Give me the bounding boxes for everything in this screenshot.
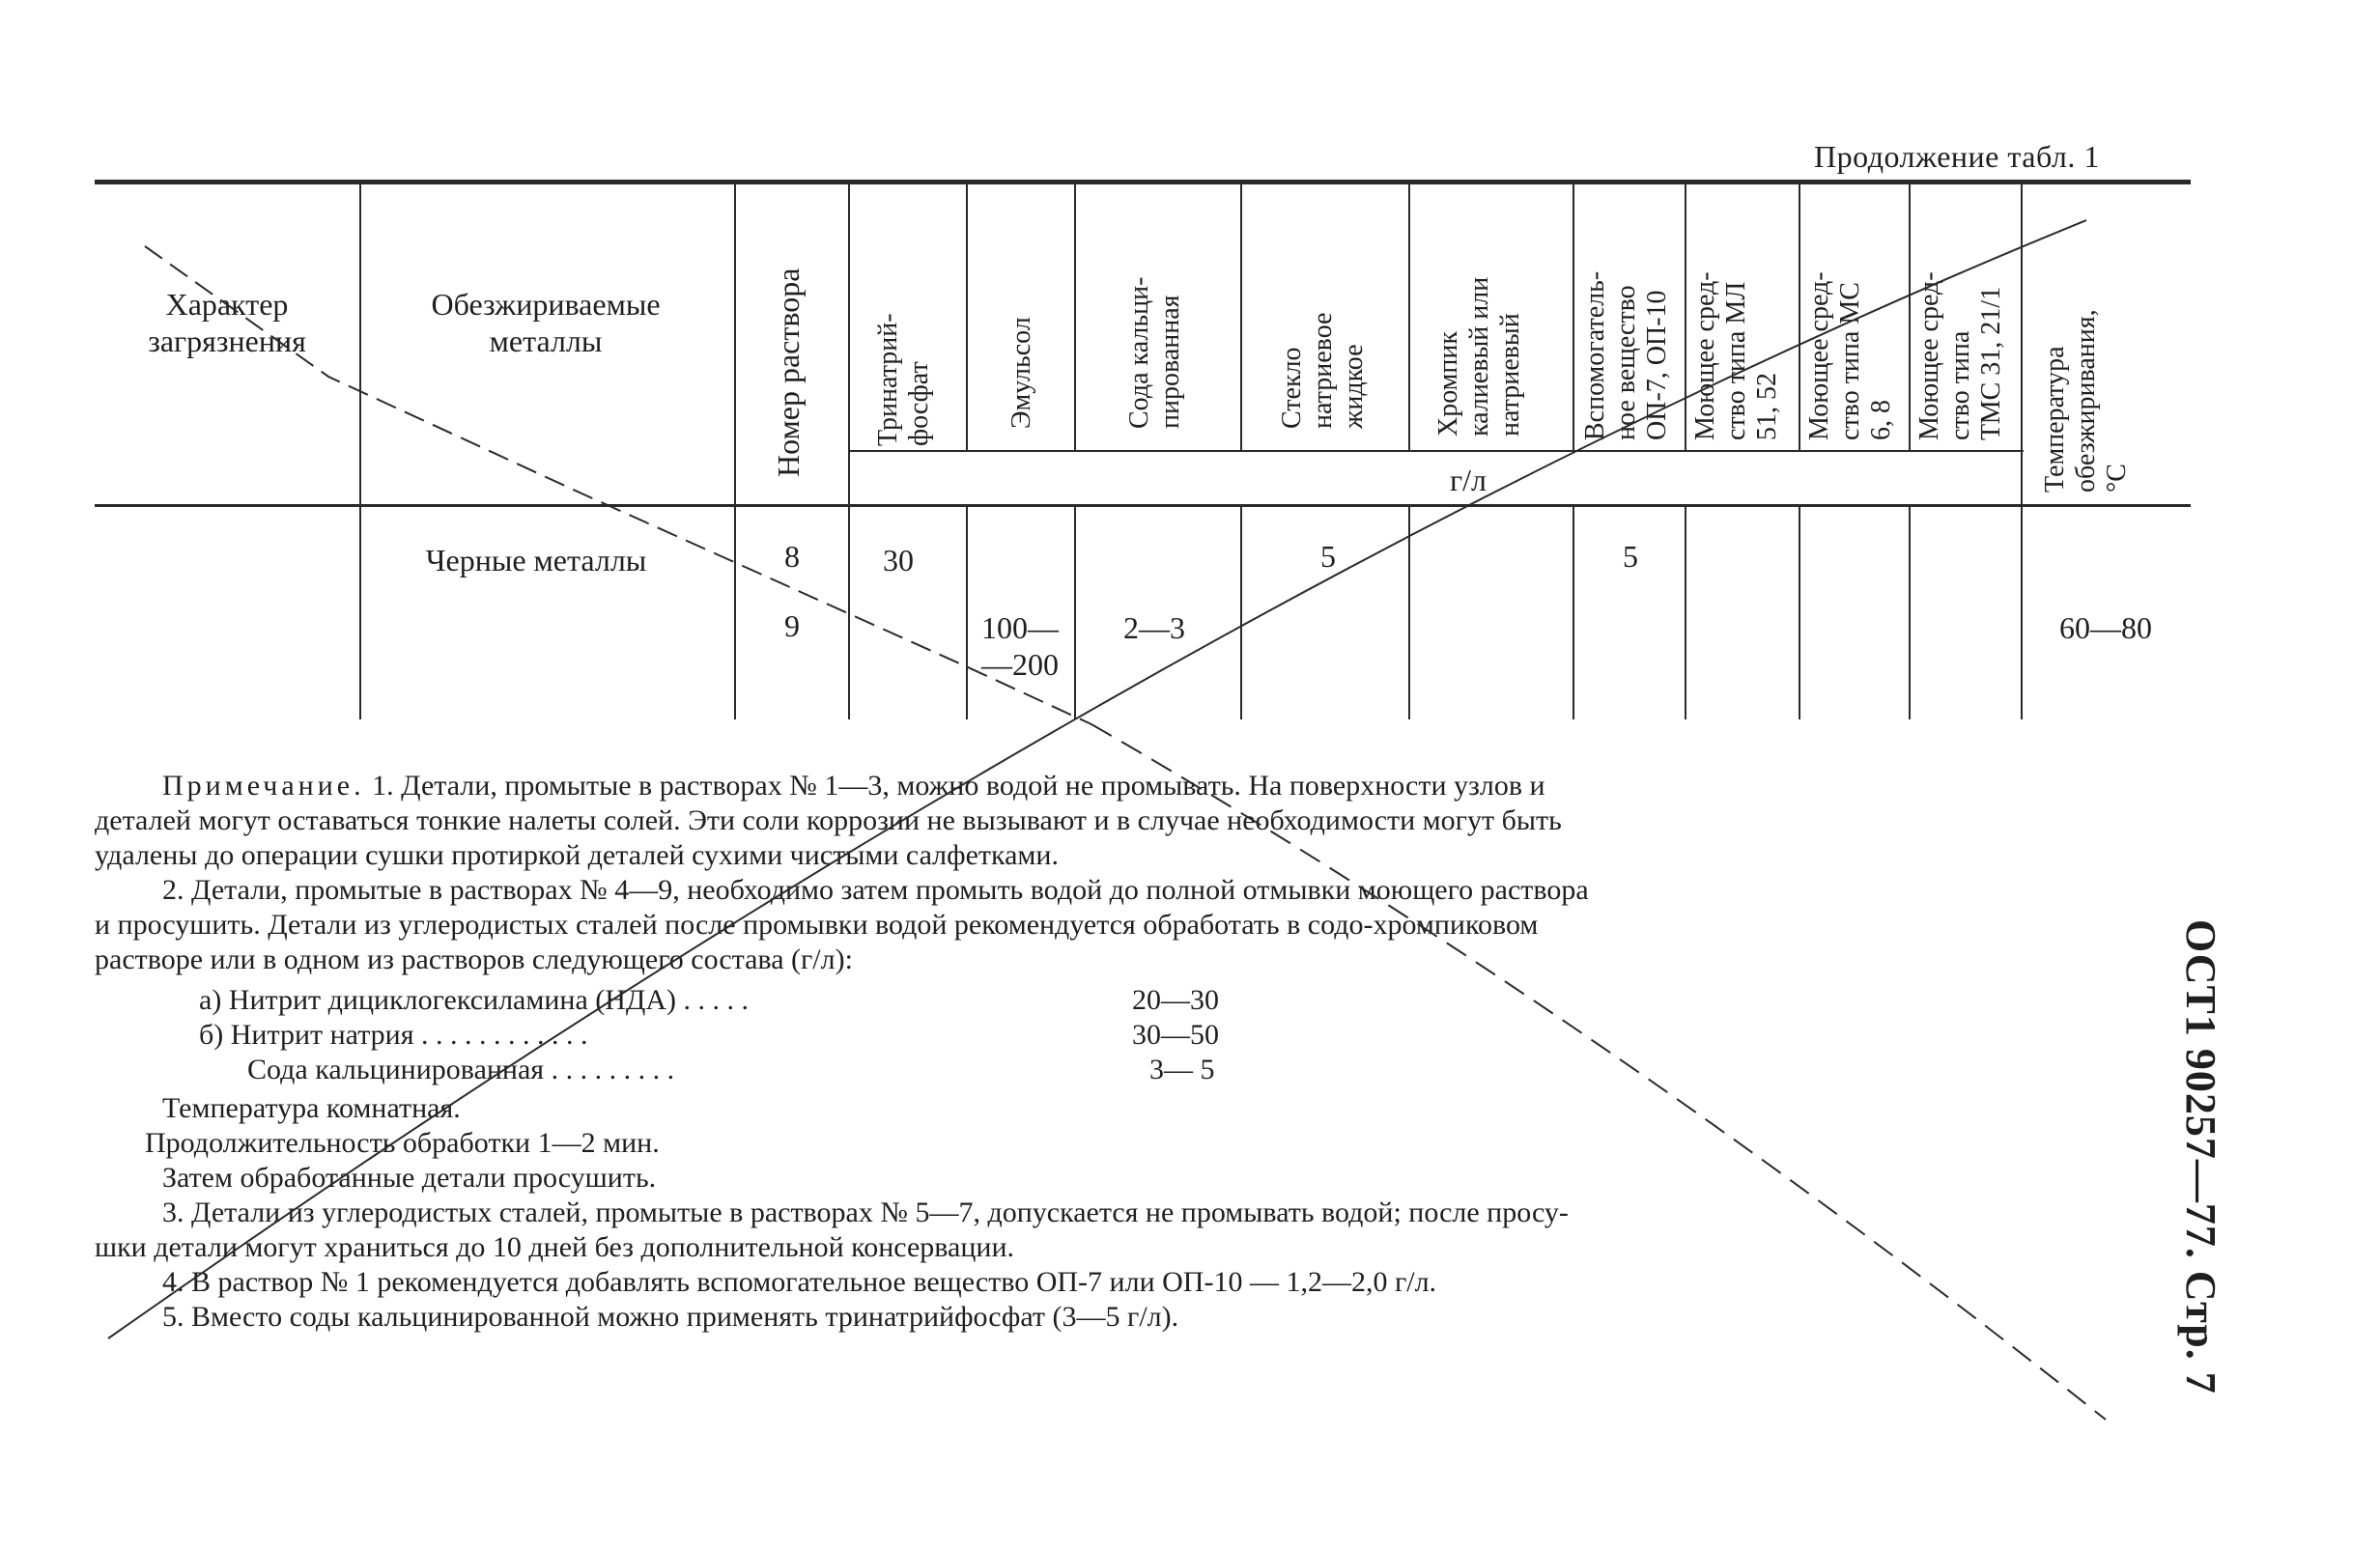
note-3-line-1: 3. Детали из углеродистых сталей, промытые в растворах № 5—7, допускается не промывать водой; после просу- — [162, 1197, 1569, 1228]
cell-emulsol-line2: —200 — [981, 647, 1059, 682]
composition-a-label: а) Нитрит дициклогексиламина (НДА) . . . . . — [199, 984, 750, 1016]
note-2-line-3: растворе или в одном из растворов следующего состава (г/л): — [95, 943, 853, 975]
header-trisodium-phosphate: Тринатрий- фосфат — [873, 313, 934, 446]
side-page-label: ОСТ1 90257—77. Стр. 7 — [2177, 919, 2224, 1394]
note-2-line-2: и просушить. Детали из углеродистых сталей после промывки водой рекомендуется обработать в содо-хромпиковом — [95, 909, 1539, 941]
cell-emulsol-line1: 100— — [981, 610, 1059, 645]
composition-b-label: б) Нитрит натрия . . . . . . . . . . . . — [199, 1019, 588, 1051]
note-3-line-2: шки детали могут храниться до 10 дней без дополнительной консервации. — [95, 1231, 1015, 1263]
note-1-line-3: удалены до операции сушки протиркой деталей сухими чистыми салфетками. — [95, 839, 1059, 871]
note-4: 4. В раствор № 1 рекомендуется добавлять вспомогательное вещество ОП-7 или ОП-10 — 1,2—2,0 г/л. — [162, 1266, 1437, 1298]
cell-metals: Черные металлы — [425, 543, 647, 577]
header-calcined-soda: Сода кальци- пированная — [1124, 276, 1185, 429]
header-detergent-tms: Моющее сред- ство типа ТМС 31, 21/1 — [1914, 271, 2006, 440]
composition-c-value: 3— 5 — [1149, 1054, 1215, 1085]
header-metals: Обезжириваемые металлы — [431, 287, 661, 358]
note-1-line-2: деталей могут оставаться тонкие налеты солей. Эти соли коррозии не вызывают и в случае необходимости могут быть — [95, 804, 1562, 836]
cell-trisodium: 30 — [883, 543, 914, 577]
note-1-text: 1. Детали, промытые в растворах № 1—3, можно водой не промывать. На поверхности узлов и — [372, 770, 1545, 802]
header-character: Характер загрязнения — [148, 287, 306, 358]
composition-c-label: Сода кальцинированная . . . . . . . . . — [247, 1054, 675, 1085]
header-auxiliary-substance: Вспомогатель- ное вещество ОП-7, ОП-10 — [1580, 270, 1672, 440]
cell-soda: 2—3 — [1123, 610, 1185, 645]
composition-a-value: 20—30 — [1132, 984, 1219, 1016]
header-temperature: Температура обезжиривания, °С — [2040, 309, 2132, 493]
composition-b-value: 30—50 — [1132, 1019, 1219, 1051]
note-label: Примечание. — [162, 770, 365, 802]
note-5: 5. Вместо соды кальцинированной можно применять тринатрийфосфат (3—5 г/л). — [162, 1301, 1179, 1333]
header-emulsol: Эмульсол — [1006, 317, 1036, 429]
cell-auxiliary: 5 — [1623, 539, 1638, 574]
note-duration: Продолжительность обработки 1—2 мин. — [145, 1127, 660, 1159]
header-unit: г/л — [1450, 463, 1487, 497]
note-2-line-1: 2. Детали, промытые в растворах № 4—9, необходимо затем промыть водой до полной отмывки моющего раствора — [162, 874, 1589, 906]
header-liquid-glass: Стекло натриевое жидкое — [1277, 312, 1369, 429]
header-detergent-ml: Моющее сред- ство типа МЛ 51, 52 — [1690, 271, 1782, 440]
cell-solution-9: 9 — [784, 608, 800, 643]
header-detergent-ms: Моющее сред- ство типа МС 6, 8 — [1804, 271, 1896, 440]
note-temperature: Температура комнатная. — [162, 1092, 461, 1124]
note-dry: Затем обработанные детали просушить. — [162, 1162, 657, 1194]
cell-glass: 5 — [1320, 539, 1336, 574]
table-continuation-title: Продолжение табл. 1 — [1814, 139, 2100, 174]
cell-solution-8: 8 — [784, 539, 800, 574]
header-chromium: Хромпик калиевый или натриевый — [1433, 276, 1525, 437]
cell-temperature: 60—80 — [2059, 610, 2152, 645]
header-solution-no: Номер раствора — [771, 268, 806, 477]
